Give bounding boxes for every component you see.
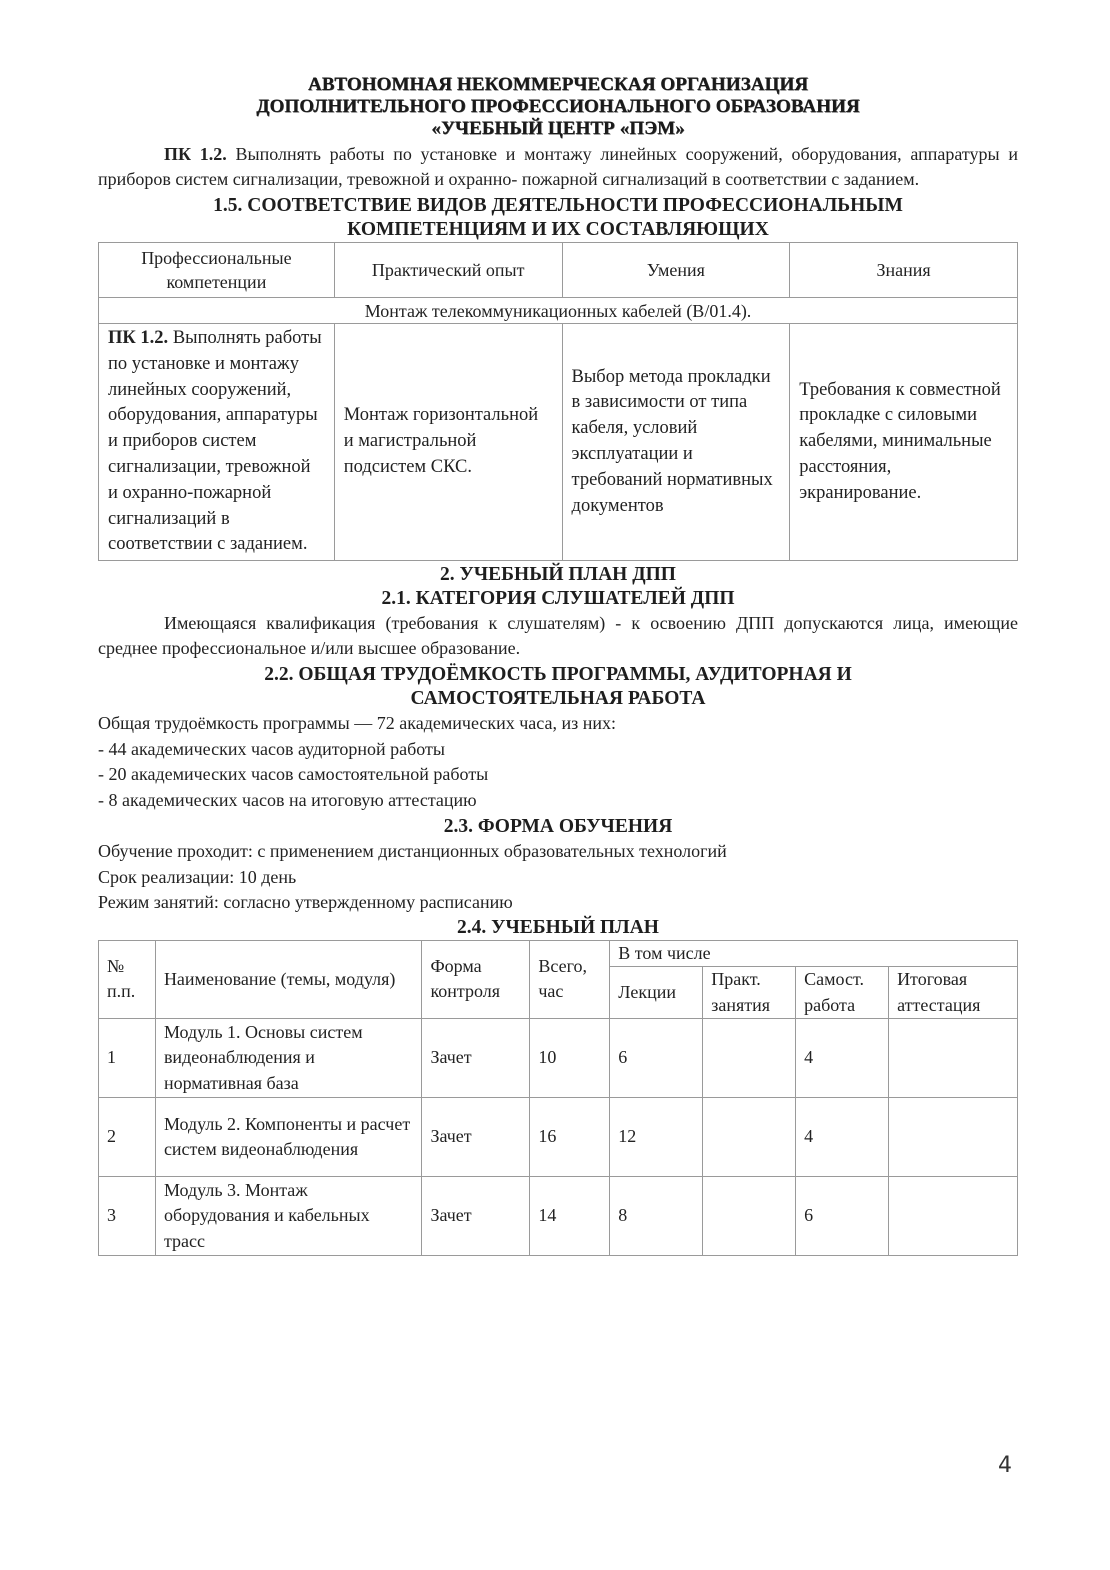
table-row	[99, 1019, 1018, 1098]
pk-label: ПК 1.2.	[108, 328, 169, 348]
col-header-knowledge: Знания	[790, 243, 1018, 298]
cell-num: 1	[99, 1019, 156, 1098]
cell-name: Модуль 2. Компоненты и расчет систем видеонаблюдения	[155, 1098, 422, 1177]
curriculum-table	[98, 940, 1018, 1257]
table-row	[99, 324, 1018, 561]
col-header-control: Форма контроля	[422, 940, 530, 1019]
section-2-title: 2. УЧЕБНЫЙ ПЛАН ДПП	[440, 564, 676, 586]
col-header-competencies: Профессиональные компетенции	[99, 243, 335, 298]
cell-num: 2	[99, 1098, 156, 1177]
pk-intro-paragraph	[98, 142, 1018, 192]
study-form-line: Режим занятий: согласно утвержденному расписанию	[98, 892, 513, 913]
cell-final-attestation	[889, 1098, 1018, 1177]
cell-total: 10	[530, 1019, 610, 1098]
cell-self-study: 4	[796, 1019, 889, 1098]
cell-practice	[703, 1177, 796, 1256]
cell-lectures: 8	[610, 1177, 703, 1256]
table-header-row	[99, 243, 1018, 298]
workload-line: - 44 академических часов аудиторной работы	[98, 738, 446, 759]
col-header-total: Всего, час	[530, 940, 610, 1019]
section-title-line1: 1.5. СООТВЕТСТВИЕ ВИДОВ ДЕЯТЕЛЬНОСТИ ПРОФЕССИОНАЛЬНЫМ	[213, 195, 903, 216]
section-2-2-title-line1: 2.2. ОБЩАЯ ТРУДОЁМКОСТЬ ПРОГРАММЫ, АУДИТОРНАЯ И	[264, 664, 852, 686]
cell-final-attestation	[889, 1019, 1018, 1098]
document-page	[98, 70, 1018, 1256]
pk-text: Выполнять работы по установке и монтажу линейных сооружений, оборудования, аппаратуры и приборов систем сигнализации, тревожной и охранно-пожарной сигнализаций в соответствии с заданием.	[108, 328, 322, 555]
col-header-experience: Практический опыт	[334, 243, 562, 298]
col-header-self-study: Самост. работа	[796, 967, 889, 1019]
org-header	[98, 74, 1018, 140]
org-name-line1: АВТОНОМНАЯ НЕКОММЕРЧЕСКАЯ ОРГАНИЗАЦИЯ	[307, 74, 809, 95]
workload-line: - 20 академических часов самостоятельной работы	[98, 764, 489, 785]
section-2-3-title: 2.3. ФОРМА ОБУЧЕНИЯ	[443, 816, 673, 838]
page-number: 4	[998, 1453, 1012, 1478]
col-header-skills: Умения	[562, 243, 790, 298]
cell-total: 14	[530, 1177, 610, 1256]
section-2-2-title-line2: САМОСТОЯТЕЛЬНАЯ РАБОТА	[410, 688, 706, 710]
table-row	[99, 1098, 1018, 1177]
skills-cell: Выбор метода прокладки в зависимости от типа кабеля, условий эксплуатации и требований нормативных документов	[562, 324, 790, 561]
col-header-final-attestation: Итоговая аттестация	[889, 967, 1018, 1019]
listeners-category-text: Имеющаяся квалификация (требования к слушателям) - к освоению ДПП допускаются лица, имеющие среднее профессиональное и/или высшее образование.	[98, 613, 1018, 659]
cell-name: Модуль 3. Монтаж оборудования и кабельных трасс	[155, 1177, 422, 1256]
cell-self-study: 6	[796, 1177, 889, 1256]
section-2-1-title: 2.1. КАТЕГОРИЯ СЛУШАТЕЛЕЙ ДПП	[381, 588, 735, 610]
cell-name: Модуль 1. Основы систем видеонаблюдения и нормативная база	[155, 1019, 422, 1098]
workload-line: - 8 академических часов на итоговую аттестацию	[98, 789, 477, 810]
workload-line: Общая трудоёмкость программы — 72 академических часа, из них:	[98, 713, 616, 734]
table-header-row	[99, 940, 1018, 967]
competencies-table	[98, 242, 1018, 561]
cell-practice	[703, 1098, 796, 1177]
study-form-line: Обучение проходит: с применением дистанционных образовательных технологий	[98, 841, 727, 862]
cell-self-study: 4	[796, 1098, 889, 1177]
org-name-line2: ДОПОЛНИТЕЛЬНОГО ПРОФЕССИОНАЛЬНОГО ОБРАЗОВАНИЯ	[256, 96, 860, 117]
cell-total: 16	[530, 1098, 610, 1177]
col-header-group: В том числе	[610, 940, 1018, 967]
cell-practice	[703, 1019, 796, 1098]
section-1-5-title	[98, 194, 1018, 242]
cell-final-attestation	[889, 1177, 1018, 1256]
knowledge-cell: Требования к совместной прокладке с силовыми кабелями, минимальные расстояния, экранирование.	[790, 324, 1018, 561]
cell-control: Зачет	[422, 1019, 530, 1098]
cell-lectures: 12	[610, 1098, 703, 1177]
section-title-line2: КОМПЕТЕНЦИЯМ И ИХ СОСТАВЛЯЮЩИХ	[347, 219, 769, 240]
col-header-lectures: Лекции	[610, 967, 703, 1019]
org-name-line3: «УЧЕБНЫЙ ЦЕНТР «ПЭМ»	[431, 118, 685, 139]
section-2-4-title: 2.4. УЧЕБНЫЙ ПЛАН	[457, 916, 659, 938]
cell-lectures: 6	[610, 1019, 703, 1098]
experience-cell: Монтаж горизонтальной и магистральной подсистем СКС.	[334, 324, 562, 561]
table-row	[99, 1177, 1018, 1256]
activity-type-cell: Монтаж телекоммуникационных кабелей (B/01.4).	[99, 298, 1018, 324]
cell-control: Зачет	[422, 1177, 530, 1256]
competency-cell	[99, 324, 335, 561]
col-header-practice: Практ. занятия	[703, 967, 796, 1019]
col-header-name: Наименование (темы, модуля)	[155, 940, 422, 1019]
col-header-num: № п.п.	[99, 940, 156, 1019]
cell-num: 3	[99, 1177, 156, 1256]
study-form-line: Срок реализации: 10 день	[98, 866, 297, 887]
pk-label: ПК 1.2.	[164, 144, 227, 164]
activity-type-row	[99, 298, 1018, 324]
pk-text: Выполнять работы по установке и монтажу линейных сооружений, оборудования, аппаратуры и приборов систем сигнализации, тревожной и охранно- пожарной сигнализаций в соответствии с заданием.	[98, 144, 1018, 189]
cell-control: Зачет	[422, 1098, 530, 1177]
